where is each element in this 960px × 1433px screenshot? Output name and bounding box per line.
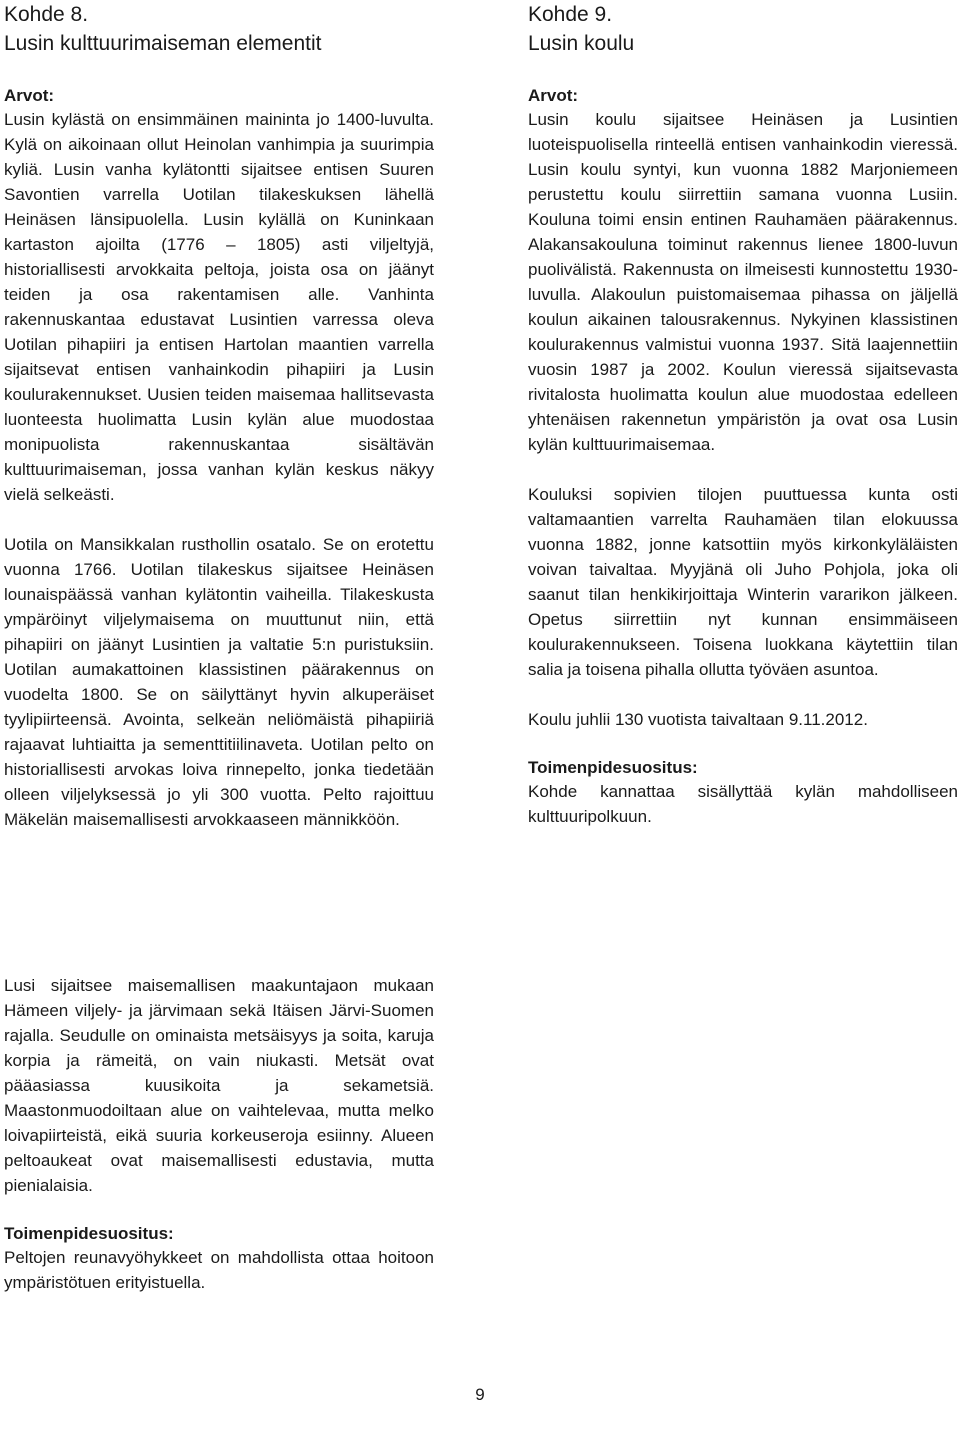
right-column [528,0,958,829]
kohde-8-arvot-label: Arvot: [4,86,55,105]
kohde-9-toimenpide-text: Kohde kannattaa sisällyttää kylän mahdolliseen kulttuuripolkuun. [528,782,958,826]
kohde-9-arvot-text: Lusin koulu sijaitsee Heinäsen ja Lusintien luoteispuolisella rinteellä entisen vanhainkodin vieressä. Lusin koulu syntyi, kun vuonna 1882 Marjoniemeen perustettu koulu siirrettiin samana vuonna Lusiin. Kouluna toimi ensin entinen Rauhamäen päärakennus. Alakansakouluna toiminut rakennus lienee 1800-luvun puolivälistä. Rakennusta on ilmeisesti kunnostettu 1930-luvulla. Alakoulun puistomaisemaa pihassa on jäljellä koulun aikainen talousrakennus. Nykyinen klassistinen koulurakennus valmistui vuonna 1937. Sitä laajennettiin vuosin 1987 ja 2002. Koulun vieressä sijaitsevasta rivitalosta huolimatta koulun alue muodostaa edelleen yhtenäisen rakennetun ympäristön ja ovat osa Lusin kylän kulttuurimaisemaa. [528,110,958,454]
kohde-9-toimenpide-label: Toimenpidesuositus: [528,758,698,777]
left-column [4,0,434,832]
kohde-9-title: Lusin koulu [528,32,635,55]
kohde-8-number: Kohde 8. [4,3,89,26]
kohde-9-historia-text: Kouluksi sopivien tilojen puuttuessa kunta osti valtamaantien varrelta Rauhamäen tilan elokuussa vuonna 1882, jonne katsottiin myös kirkonkyläläisten voivan taivaltaa. Myyjänä oli Juho Pohjola, joka oli saanut tilan henkikirjoittaja Winterin vararikon jälkeen. Opetus siirrettiin nyt kunnan ensimmäiseen koulurakennukseen. Toisena luokkana käytettiin tilan salia ja toisena pihalla ollutta työväen asuntoa. [528,485,958,679]
page-number: 9 [475,1385,485,1404]
kohde-8-title: Lusin kulttuurimaiseman elementit [4,32,322,55]
kohde-8-uotila-text: Uotila on Mansikkalan rusthollin osatalo. Se on erotettu vuonna 1766. Uotilan tilakeskus sijaitsee Heinäsen lounaispäässä vanhan kylätontin vaiheilla. Tilakeskusta ympäröinyt viljelymaisema on muuttunut niin, että pihapiiri on jäänyt Lusintien ja valtatie 5:n puristuksiin. Uotilan aumakattoinen klassistinen päärakennus on vuodelta 1800. Se on säilyttänyt hyvin alkuperäiset tyylipiirteensä. Avointa, selkeän neliömäistä pihapiiriä rajaavat luhtiaitta ja sementtitiilinaveta. Uotilan pelto on historiallisesti arvokas loiva rinnepelto, jonka tiedetään olleen viljelyksessä jo yli 300 vuotta. Pelto rajoittuu Mäkelän maisemallisesti arvokkaaseen männikköön. [4,535,434,829]
kohde-9-number: Kohde 9. [528,3,613,26]
kohde-9-juhla-text: Koulu juhlii 130 vuotista taivaltaan 9.11.2012. [528,710,868,729]
kohde-9-arvot-label: Arvot: [528,86,579,105]
kohde-8-toimenpide-text: Peltojen reunavyöhykkeet on mahdollista ottaa hoitoon ympäristötuen erityistuella. [4,1248,434,1292]
kohde-8-toimenpide-label: Toimenpidesuositus: [4,1224,174,1243]
left-bottom-block [4,973,434,1295]
kohde-8-maisema-text: Lusi sijaitsee maisemallisen maakuntajaon mukaan Hämeen viljely- ja järvimaan sekä Itäisen Järvi-Suomen rajalla. Seudulle on ominaista metsäisyys ja soita, karuja korpia ja rämeitä, on vain niukasti. Metsät ovat pääasiassa kuusikoita ja sekametsiä. Maastonmuodoiltaan alue on vaihtelevaa, mutta melko loivapiirteistä, eikä suuria korkeuseroja esiinny. Alueen peltoaukeat ovat maisemallisesti edustavia, mutta pienialaisia. [4,976,434,1195]
kohde-8-arvot-text: Lusin kylästä on ensimmäinen maininta jo 1400-luvulta. Kylä on aikoinaan ollut Heinolan vanhimpia ja suurimpia kyliä. Lusin vanha kylätontti sijaitsee entisen Suuren Savontien varrella Uotilan tilakeskuksen lähellä Heinäsen länsipuolella. Lusin kylällä on Kuninkaan kartaston ajoilta (1776 – 1805) asti viljeltyjä, historiallisesti arvokkaita peltoja, joista osa on jäänyt teiden ja osa rakentamisen alle. Vanhinta rakennuskantaa edustavat Lusintien varressa oleva Uotilan pihapiiri ja entisen Hartolan maantien varrella sijaitsevat entisen vanhainkodin pihapiiri ja Lusin koulurakennukset. Uusien teiden maisemaa hallitsevasta luonteesta huolimatta Lusin kylän alue muodostaa monipuolista rakennuskantaa sisältävän kulttuurimaiseman, jossa vanhan kylän keskus näkyy vielä selkeästi. [4,110,434,504]
